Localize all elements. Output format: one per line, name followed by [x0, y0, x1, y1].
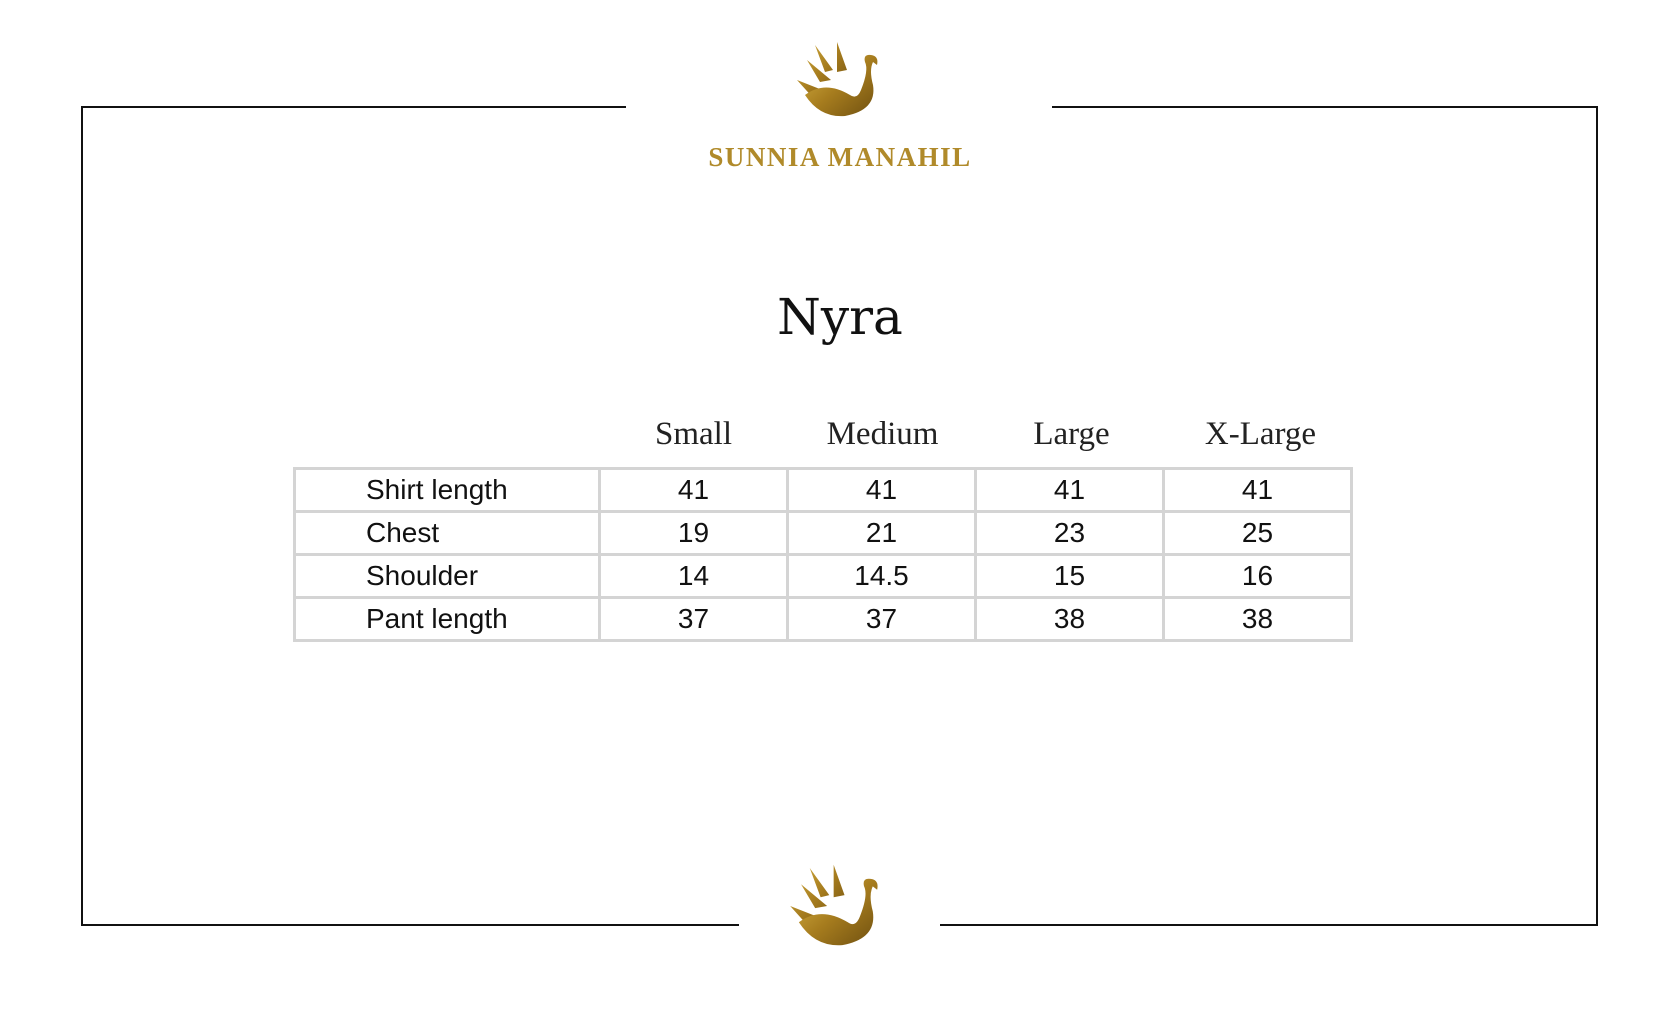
measurement-cell: 21 [788, 512, 976, 555]
column-header: Medium [826, 416, 939, 452]
measurement-cell: 19 [600, 512, 788, 555]
frame-bottom-left [82, 924, 739, 926]
measurement-cell: 41 [1164, 469, 1352, 512]
measurement-cell: 41 [600, 469, 788, 512]
measurement-cell: 23 [976, 512, 1164, 555]
row-label: Chest [295, 512, 600, 555]
measurement-cell: 37 [788, 598, 976, 641]
measurement-cell: 25 [1164, 512, 1352, 555]
product-title: Nyra [777, 288, 903, 346]
measurement-cell: 16 [1164, 555, 1352, 598]
measurement-cell: 14.5 [788, 555, 976, 598]
column-header: X-Large [1204, 416, 1317, 452]
column-header: Small [654, 416, 732, 452]
measurement-cell: 37 [600, 598, 788, 641]
brand-name: SUNNIA MANAHIL [708, 142, 972, 172]
frame-bottom-right [940, 924, 1597, 926]
table-row [295, 512, 1352, 555]
measurement-cell: 38 [976, 598, 1164, 641]
measurement-cell: 41 [788, 469, 976, 512]
swan-icon [788, 860, 888, 952]
measurement-cell: 14 [600, 555, 788, 598]
table-row [295, 598, 1352, 641]
column-header: Large [1033, 416, 1110, 452]
measurement-cell: 15 [976, 555, 1164, 598]
frame-top-right [1052, 106, 1598, 108]
frame-left [81, 106, 83, 926]
frame-top-left [82, 106, 626, 108]
frame-right [1596, 106, 1598, 926]
size-chart-table [293, 467, 1353, 642]
table-row [295, 469, 1352, 512]
measurement-cell: 41 [976, 469, 1164, 512]
row-label: Shoulder [295, 555, 600, 598]
measurement-cell: 38 [1164, 598, 1352, 641]
table-row [295, 555, 1352, 598]
row-label: Shirt length [295, 469, 600, 512]
row-label: Pant length [295, 598, 600, 641]
swan-icon [795, 40, 887, 120]
